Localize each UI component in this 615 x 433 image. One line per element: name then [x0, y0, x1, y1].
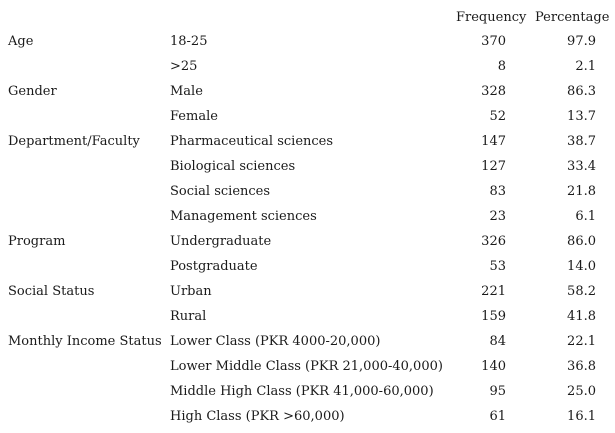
variable-cell: Monthly Income Status: [8, 334, 162, 349]
percentage-cell: 22.1: [567, 334, 596, 349]
percentage-cell: 41.8: [567, 309, 596, 324]
table-row: [0, 209, 615, 227]
percentage-cell: 6.1: [575, 209, 596, 224]
category-cell: Lower Middle Class (PKR 21,000-40,000): [170, 359, 443, 374]
category-cell: High Class (PKR >60,000): [170, 409, 345, 424]
category-cell: Management sciences: [170, 209, 317, 224]
variable-cell: Age: [8, 34, 34, 49]
table-row: [0, 184, 615, 202]
frequency-cell: 61: [489, 409, 506, 424]
percentage-cell: 33.4: [567, 159, 596, 174]
table-row: [0, 359, 615, 377]
variable-cell: Department/Faculty: [8, 134, 140, 149]
percentage-cell: 25.0: [567, 384, 596, 399]
table-row: [0, 309, 615, 327]
category-cell: Pharmaceutical sciences: [170, 134, 334, 149]
table-row: [0, 59, 615, 77]
category-cell: Postgraduate: [170, 259, 258, 274]
variable-cell: Social Status: [8, 284, 95, 299]
frequency-cell: 159: [481, 309, 506, 324]
percentage-cell: 58.2: [567, 284, 596, 299]
frequency-cell: 370: [481, 34, 506, 49]
frequency-header: Frequency: [456, 10, 527, 25]
table-row: [0, 34, 615, 52]
variable-cell: Gender: [8, 84, 57, 99]
frequency-cell: 127: [481, 159, 506, 174]
percentage-cell: 21.8: [567, 184, 596, 199]
frequency-cell: 328: [481, 84, 506, 99]
frequency-cell: 52: [489, 109, 506, 124]
category-cell: Social sciences: [170, 184, 271, 199]
frequency-cell: 84: [489, 334, 506, 349]
category-cell: Female: [170, 109, 218, 124]
frequency-cell: 221: [481, 284, 506, 299]
percentage-cell: 38.7: [567, 134, 596, 149]
table-row: [0, 409, 615, 427]
frequency-cell: 326: [481, 234, 506, 249]
variable-cell: Program: [8, 234, 66, 249]
table-row: [0, 234, 615, 252]
table-row: [0, 284, 615, 302]
category-cell: Biological sciences: [170, 159, 296, 174]
percentage-cell: 36.8: [567, 359, 596, 374]
frequency-cell: 8: [497, 59, 506, 74]
percentage-cell: 13.7: [567, 109, 596, 124]
percentage-header: Percentage: [535, 10, 610, 25]
table-row: [0, 84, 615, 102]
percentage-cell: 14.0: [567, 259, 596, 274]
category-cell: Rural: [170, 309, 207, 324]
table-row: [0, 109, 615, 127]
category-cell: 18-25: [170, 34, 208, 49]
table-row: [0, 159, 615, 177]
percentage-cell: 16.1: [567, 409, 596, 424]
percentage-cell: 97.9: [567, 34, 596, 49]
table-row: [0, 134, 615, 152]
category-cell: Lower Class (PKR 4000-20,000): [170, 334, 381, 349]
frequency-cell: 53: [489, 259, 506, 274]
category-cell: >25: [170, 59, 198, 74]
table-row: [0, 259, 615, 277]
category-cell: Middle High Class (PKR 41,000-60,000): [170, 384, 434, 399]
frequency-cell: 95: [489, 384, 506, 399]
category-cell: Undergraduate: [170, 234, 272, 249]
frequency-cell: 140: [481, 359, 506, 374]
percentage-cell: 2.1: [575, 59, 596, 74]
frequency-cell: 23: [489, 209, 506, 224]
table-row: [0, 334, 615, 352]
frequency-cell: 83: [489, 184, 506, 199]
percentage-cell: 86.3: [567, 84, 596, 99]
category-cell: Urban: [170, 284, 212, 299]
percentage-cell: 86.0: [567, 234, 596, 249]
frequency-cell: 147: [481, 134, 506, 149]
table-header: [0, 10, 615, 26]
table-row: [0, 384, 615, 402]
category-cell: Male: [170, 84, 203, 99]
